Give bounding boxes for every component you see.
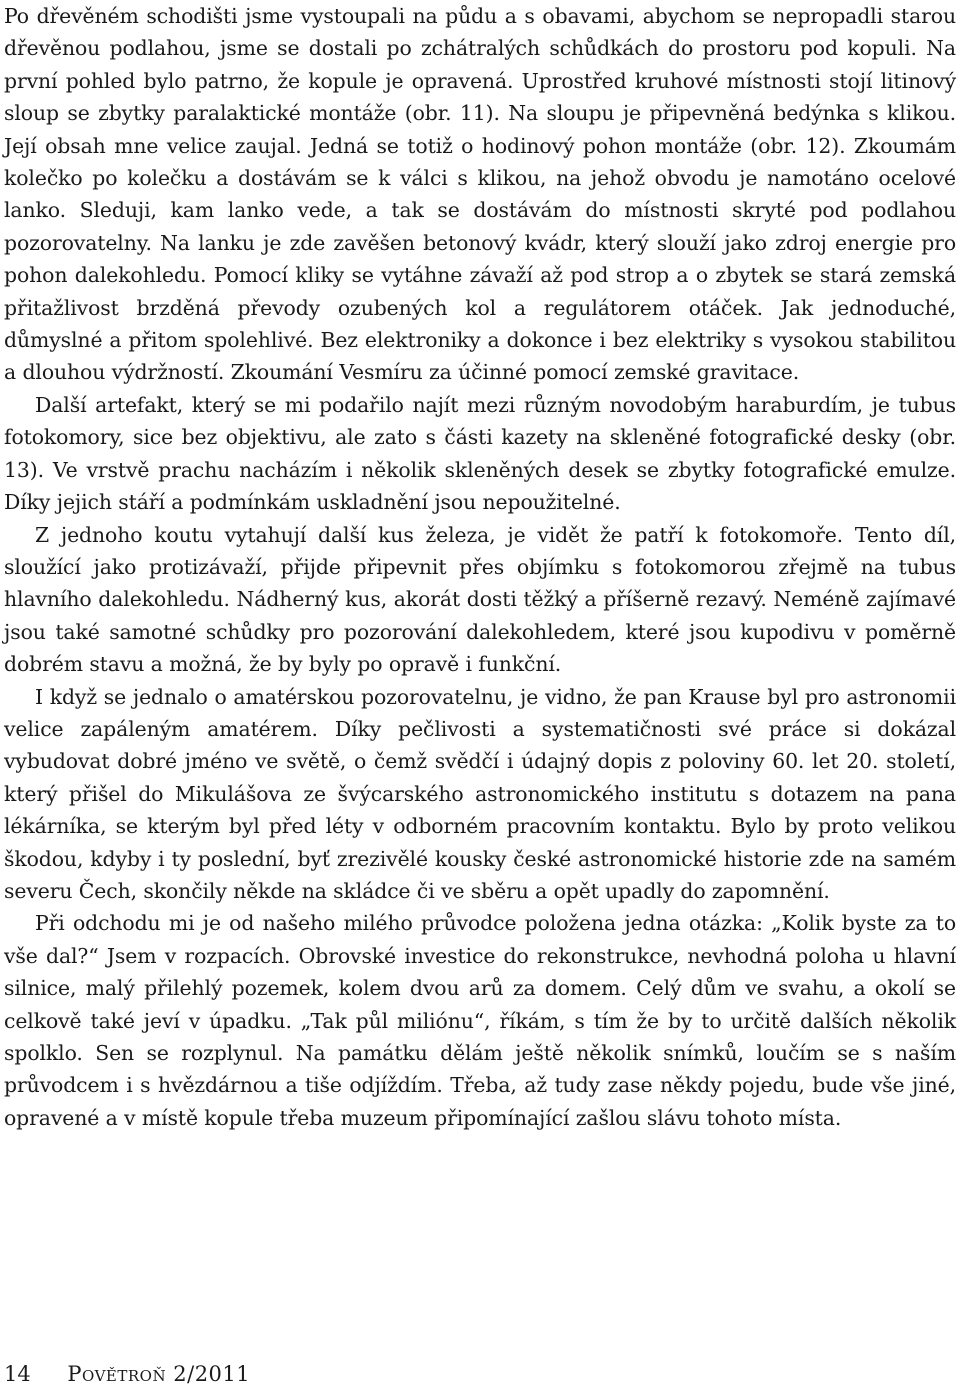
- paragraph-5: Při odchodu mi je od našeho milého průvodce položena jedna otázka: „Kolik byste za to vše dal?“ Jsem v rozpacích. Obrovské investice do rekonstrukce, nevhodná poloha u hlavní silnice, malý přilehlý pozemek, kolem dvou arů za domem. Celý dům ve svahu, a okolí se celkově také jeví v úpadku. „Tak půl miliónu“, říkám, s tím že by to určitě dalších několik spolklo. Sen se rozplynul. Na památku dělám ještě několik snímků, loučím se s naším průvodcem i s hvězdárnou a tiše odjíždím. Třeba, až tudy zase někdy pojedu, bude vše jiné, opravené a v místě kopule třeba muzeum připomínající zašlou slávu tohoto místa.: [4, 911, 956, 1130]
- page-footer: [4, 1362, 250, 1386]
- paragraph-3: Z jednoho koutu vytahují další kus železa, je vidět že patří k fotokomoře. Tento díl, sloužící jako protizávaží, přijde připevnit přes objímku s fotokomorou zřejmě na tubus hlavního dalekohledu. Nádherný kus, akorát dosti těžký a příšerně rezavý. Neméně zajímavé jsou také samotné schůdky pro pozorování dalekohledem, které jsou kupodivu v poměrně dobrém stavu a možná, že by byly po opravě i funkční.: [4, 522, 956, 677]
- paragraph-1: Po dřevěném schodišti jsme vystoupali na půdu a s obavami, abychom se nepropadli starou dřevěnou podlahou, jsme se dostali po zchátralých schůdkách do prostoru pod kopuli. Na první pohled bylo patrno, že kopule je opravená. Uprostřed kruhové místnosti stojí litinový sloup se zbytky paralaktické montáže (obr. 11). Na sloupu je připevněná bedýnka s klikou. Její obsah mne velice zaujal. Jedná se totiž o hodinový pohon montáže (obr. 12). Zkoumám kolečko po kolečku a dostávám se k válci s klikou, na jehož obvodu je namotáno ocelové lanko. Sleduji, kam lanko vede, a tak se dostávám do místnosti skryté pod podlahou pozorovatelny. Na lanku je zde zavěšen betonový kvádr, který slouží jako zdroj energie pro pohon dalekohledu. Pomocí kliky se vytáhne závaží až pod strop a o zbytek se stará zemská přitažlivost brzděná převody ozubených kol a regulátorem otáček. Jak jednoduché, důmyslné a přitom spolehlivé. Bez elektroniky a dokonce i bez elektriky s vysokou stabilitou a dlouhou výdržností. Zkoumání Vesmíru za účinné pomocí zemské gravitace.: [4, 4, 956, 385]
- paragraph-4: I když se jednalo o amatérskou pozorovatelnu, je vidno, že pan Krause byl pro astronomii velice zapáleným amatérem. Díky pečlivosti a systematičnosti své práce si dokázal vybudovat dobré jméno ve světě, o čemž svědčí i údajný dopis z poloviny 60. let 20. století, který přišel do Mikulášova ze švýcarského astronomického institutu s dotazem na pana lékárníka, se kterým byl před léty v odborném pracovním kontaktu. Bylo by proto velikou škodou, kdyby i ty poslední, byť zrezivělé kousky české astronomické historie zde na samém severu Čech, skončily někde na skládce či ve sběru a opět upadly do zapomnění.: [4, 684, 956, 903]
- page-number: 14: [4, 1362, 31, 1386]
- journal-issue: Povětroň 2/2011: [67, 1362, 251, 1386]
- paragraph-2: Další artefakt, který se mi podařilo najít mezi různým novodobým haraburdím, je tubus fotokomory, sice bez objektivu, ale zato s části kazety na skleněné fotografické desky (obr. 13). Ve vrstvě prachu nacházím i několik skleněných desek se zbytky fotografické emulze. Díky jejich stáří a podmínkám uskladnění jsou nepoužitelné.: [4, 392, 956, 515]
- article-body: [4, 0, 956, 1134]
